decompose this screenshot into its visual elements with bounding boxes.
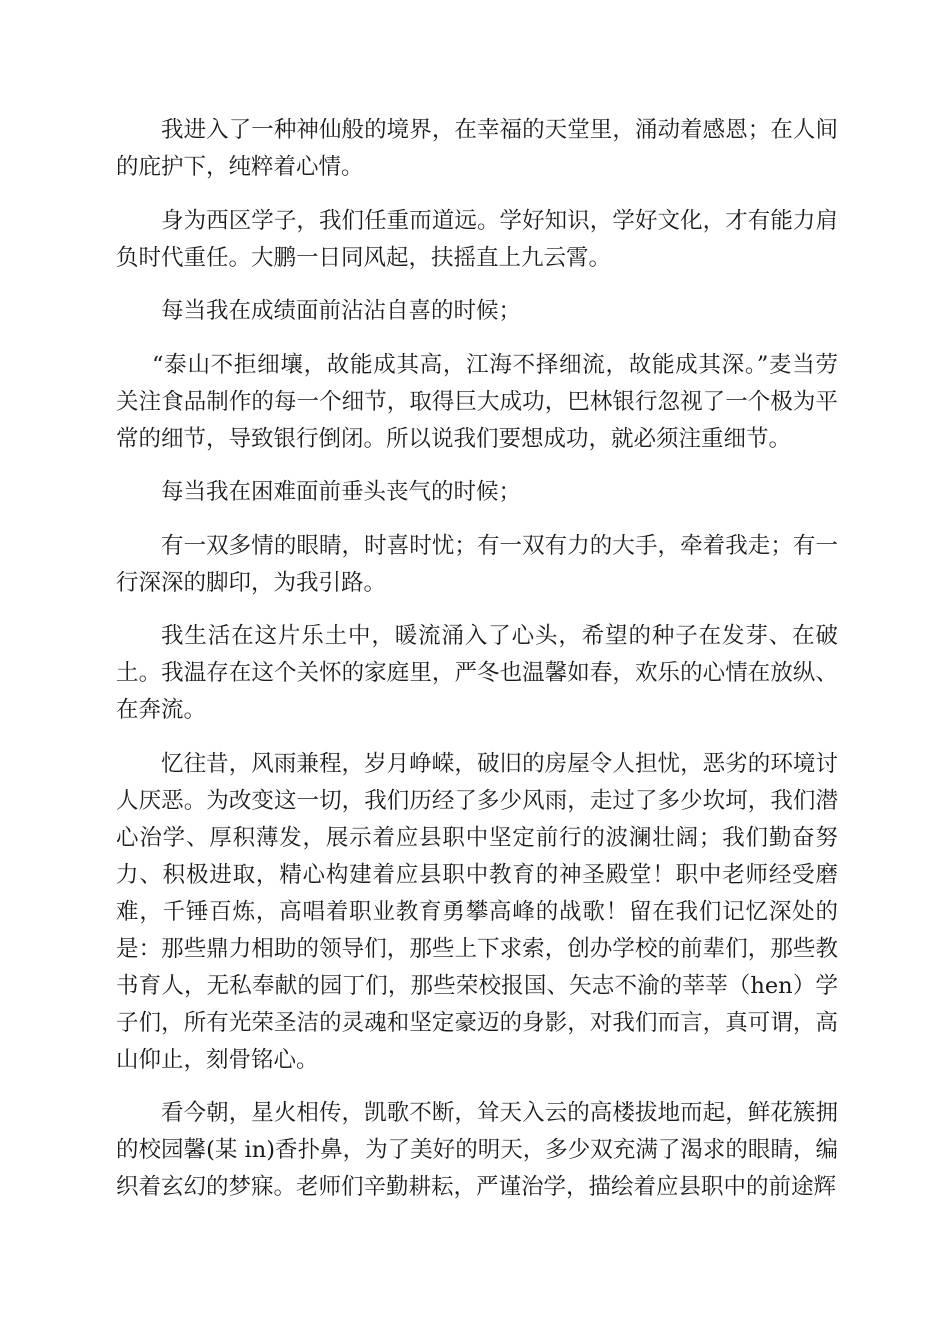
paragraph-quote: “泰山不拒细壤，故能成其高，江海不择细流，故能成其深。”麦当劳关注食品制作的每一个细节，取得巨大成功，巴林银行忽视了一个极为平常的细节，导致银行倒闭。所以说我们要想成功，就必须注重细节。 bbox=[116, 351, 838, 452]
paragraph: 忆往昔，风雨兼程，岁月峥嵘，破旧的房屋令人担忧，恶劣的环境讨人厌恶。为改变这一切，我们历经了多少风雨，走过了多少坎坷，我们潜心治学、厚积薄发，展示着应县职中坚定前行的波澜壮阔；我们勤奋努力、积极进取，精心构建着应县职中教育的神圣殿堂！职中老师经受磨难，千锤百炼，高唱着职业教育勇攀高峰的战歌！留在我们记忆深处的是：那些鼎力相助的领导们，那些上下求索，创办学校的前辈们，那些教书育人，无私奉献的园丁们，那些荣校报国、矢志不渝的莘莘（hen）学子们，所有光荣圣洁的灵魂和坚定豪迈的身影，对我们而言，真可谓，高山仰止，刻骨铭心。 bbox=[116, 750, 838, 1073]
paragraph: 我进入了一种神仙般的境界，在幸福的天堂里，涌动着感恩；在人间的庇护下，纯粹着心情。 bbox=[116, 117, 838, 180]
paragraph: 看今朝，星火相传，凯歌不断，耸天入云的高楼拔地而起，鲜花簇拥的校园馨(某 in)香扑鼻，为了美好的明天，多少双充满了渴求的眼睛，编织着玄幻的梦寐。老师们辛勤耕耘，严谨治学，描绘着应县职中的前途辉 bbox=[116, 1100, 838, 1200]
paragraph: 身为西区学子，我们任重而道远。学好知识，学好文化，才有能力肩负时代重任。大鹏一日同风起，扶摇直上九云霄。 bbox=[116, 207, 838, 271]
document-body bbox=[116, 112, 838, 1223]
paragraph: 我生活在这片乐土中，暖流涌入了心头，希望的种子在发芽、在破土。我温存在这个关怀的家庭里，严冬也温馨如春，欢乐的心情在放纵、在奔流。 bbox=[116, 623, 838, 723]
paragraph: 每当我在成绩面前沾沾自喜的时候； bbox=[161, 298, 522, 324]
paragraph: 有一双多情的眼睛，时喜时忧；有一双有力的大手，牵着我走；有一行深深的脚印，为我引路。 bbox=[116, 532, 838, 596]
paragraph: 每当我在困难面前垂头丧气的时候； bbox=[161, 479, 522, 505]
